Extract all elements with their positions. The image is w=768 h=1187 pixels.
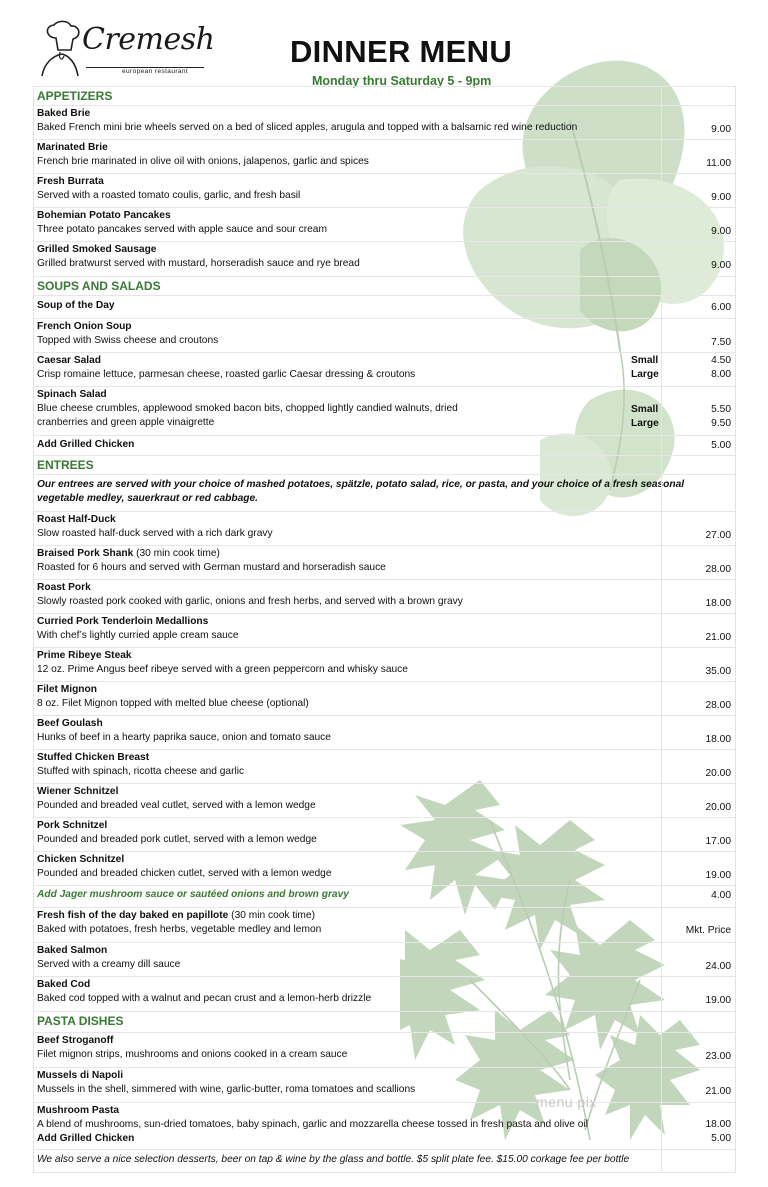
item-price: 20.00	[705, 802, 731, 813]
menu-item: Chicken Schnitzel Pounded and breaded chicken cutlet, served with a lemon wedge 19.00	[34, 851, 735, 885]
addon-row	[34, 885, 735, 907]
item-price: 21.00	[705, 632, 731, 643]
watermark: menu pix	[536, 1094, 597, 1110]
item-price: 9.00	[711, 192, 731, 203]
size-label: Small	[631, 355, 659, 366]
item-price: 20.00	[705, 768, 731, 779]
menu-item: Beef Goulash Hunks of beef in a hearty paprika sauce, onion and tomato sauce 18.00	[34, 715, 735, 749]
item-price: 24.00	[705, 961, 731, 972]
item-price: 6.00	[711, 302, 731, 313]
menu-item: Stuffed Chicken Breast Stuffed with spinach, ricotta cheese and garlic 20.00	[34, 749, 735, 783]
menu-item: Roast Pork Slowly roasted pork cooked with garlic, onions and fresh herbs, and served with a brown gravy 18.00	[34, 579, 735, 613]
item-price: 9.00	[711, 124, 731, 135]
restaurant-logo	[36, 20, 236, 82]
item-price: 18.00	[705, 734, 731, 745]
item-price: 4.00	[711, 890, 731, 901]
section-header-pasta: PASTA DISHES	[34, 1011, 735, 1032]
item-price: 5.00	[711, 1133, 731, 1144]
item-price: 18.00	[705, 598, 731, 609]
menu-item: Add Grilled Chicken 5.00	[34, 435, 735, 455]
logo-subtitle: european restaurant	[122, 68, 189, 75]
item-price: 27.00	[705, 530, 731, 541]
item-price: 5.50	[711, 404, 731, 415]
menu-item: Prime Ribeye Steak 12 oz. Prime Angus beef ribeye served with a green peppercorn and whisky sauce 35.00	[34, 647, 735, 681]
item-price: 21.00	[705, 1086, 731, 1097]
size-label: Small	[631, 404, 659, 415]
menu-item: Wiener Schnitzel Pounded and breaded veal cutlet, served with a lemon wedge 20.00	[34, 783, 735, 817]
item-price: 18.00	[705, 1119, 731, 1130]
item-price: 19.00	[705, 870, 731, 881]
entrees-note-row	[34, 474, 735, 511]
item-price: 11.00	[706, 158, 731, 169]
menu-item: Caesar Salad Crisp romaine lettuce, parmesan cheese, roasted garlic Caesar dressing & croutons Small 4.50 Large 8.00	[34, 352, 735, 386]
menu-item: Baked Cod Baked cod topped with a walnut and pecan crust and a lemon-herb drizzle 19.00	[34, 976, 735, 1011]
item-price: Mkt. Price	[685, 925, 731, 936]
item-price: 17.00	[705, 836, 731, 847]
hours-subtitle: Monday thru Saturday 5 - 9pm	[312, 74, 492, 88]
size-label: Large	[631, 418, 659, 429]
size-label: Large	[631, 369, 659, 380]
item-price: 4.50	[711, 355, 731, 366]
item-price: 9.50	[711, 418, 731, 429]
item-price: 19.00	[705, 995, 731, 1006]
item-price: 9.00	[711, 226, 731, 237]
menu-item: Baked Salmon Served with a creamy dill sauce 24.00	[34, 942, 735, 976]
chef-hat-icon	[36, 20, 88, 78]
menu-table	[33, 86, 736, 1173]
menu-item: Baked Brie Baked French mini brie wheels served on a bed of sliced apples, arugula and topped with a balsamic red wine reduction 9.00	[34, 105, 735, 139]
section-header-soups-salads: SOUPS AND SALADS	[34, 276, 735, 295]
menu-item: Fresh fish of the day baked en papillote (30 min cook time) Baked with potatoes, fresh herbs, vegetable medley and lemon Mkt. Price	[34, 907, 735, 942]
item-price: 28.00	[705, 564, 731, 575]
item-price: 35.00	[705, 666, 731, 677]
footer-note: We also serve a nice selection desserts, beer on tap & wine by the glass and bottle. $5 split plate fee. $15.00 corkage fee per bottle	[37, 1154, 630, 1165]
menu-item: Curried Pork Tenderloin Medallions With chef’s lightly curried apple cream sauce 21.00	[34, 613, 735, 647]
menu-item: French Onion Soup Topped with Swiss cheese and croutons 7.50	[34, 318, 735, 352]
menu-item: Roast Half-Duck Slow roasted half-duck served with a rich dark gravy 27.00	[34, 511, 735, 545]
menu-item: Mushroom Pasta A blend of mushrooms, sun-dried tomatoes, baby spinach, garlic and mozzarella cheese tossed in fresh pasta and olive oil 18.00 Add Grilled Chicken 5.00	[34, 1102, 735, 1149]
item-price: 9.00	[711, 260, 731, 271]
section-header-entrees: ENTREES	[34, 455, 735, 474]
menu-item: Bohemian Potato Pancakes Three potato pancakes served with apple sauce and sour cream 9.00	[34, 207, 735, 241]
menu-item: Marinated Brie French brie marinated in olive oil with onions, jalapenos, garlic and spices 11.00	[34, 139, 735, 173]
item-price: 8.00	[711, 369, 731, 380]
section-header-appetizers: APPETIZERS	[34, 86, 735, 105]
footer-row	[34, 1149, 735, 1173]
menu-item: Fresh Burrata Served with a roasted tomato coulis, garlic, and fresh basil 9.00	[34, 173, 735, 207]
menu-item: Soup of the Day 6.00	[34, 295, 735, 318]
item-price: 7.50	[711, 337, 731, 348]
menu-item: Pork Schnitzel Pounded and breaded pork cutlet, served with a lemon wedge 17.00	[34, 817, 735, 851]
menu-item: Mussels di Napoli Mussels in the shell, simmered with wine, garlic-butter, roma tomatoes and scallions 21.00	[34, 1067, 735, 1102]
item-price: 5.00	[711, 440, 731, 451]
logo-wordmark: Cremesh	[82, 22, 215, 57]
page-title: DINNER MENU	[290, 34, 513, 69]
menu-item: Grilled Smoked Sausage Grilled bratwurst served with mustard, horseradish sauce and rye bread 9.00	[34, 241, 735, 276]
menu-item: Filet Mignon 8 oz. Filet Mignon topped with melted blue cheese (optional) 28.00	[34, 681, 735, 715]
addon-text: Add Jager mushroom sauce or sautéed onions and brown gravy	[37, 889, 349, 900]
menu-item: Braised Pork Shank (30 min cook time) Roasted for 6 hours and served with German mustard and horseradish sauce 28.00	[34, 545, 735, 579]
item-price: 28.00	[705, 700, 731, 711]
entrees-note: Our entrees are served with your choice of mashed potatoes, spätzle, potato salad, rice, or pasta, and your choice of a fresh seasonal vegetable medley, sauerkraut or red cabbage.	[37, 479, 685, 504]
menu-item: Spinach Salad Blue cheese crumbles, applewood smoked bacon bits, chopped lightly candied walnuts, dried cranberries and green apple vinaigrette Small 5.50 Large 9.50	[34, 386, 735, 435]
menu-item: Beef Stroganoff Filet mignon strips, mushrooms and onions cooked in a cream sauce 23.00	[34, 1032, 735, 1067]
item-price: 23.00	[705, 1051, 731, 1062]
